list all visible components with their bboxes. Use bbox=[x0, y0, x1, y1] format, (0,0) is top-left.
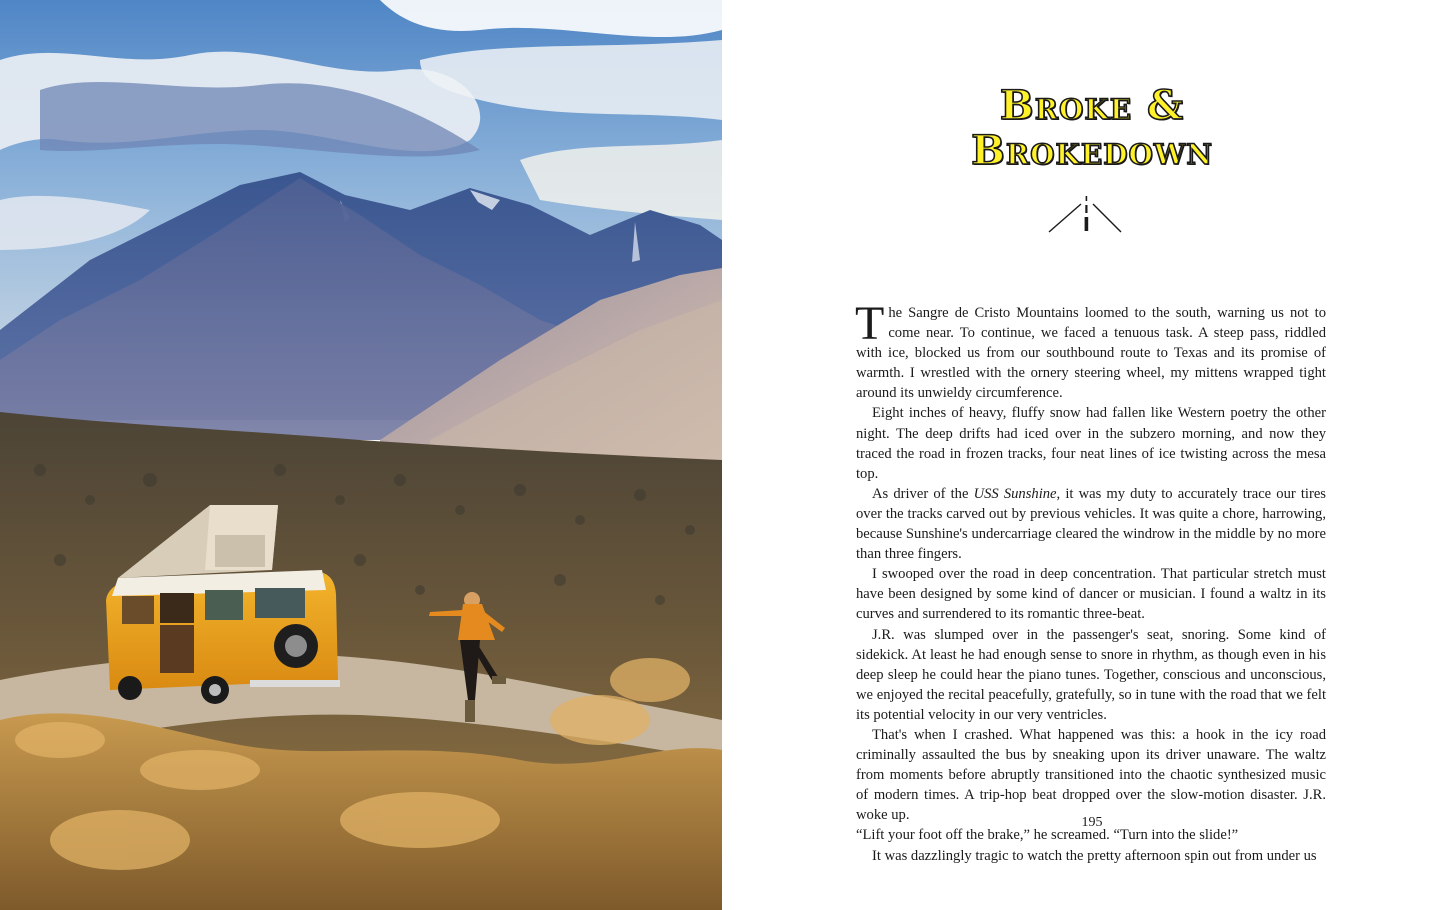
chapter-title-line-1: Broke & bbox=[999, 82, 1185, 129]
text-page bbox=[722, 0, 1445, 910]
page-number: 195 bbox=[1081, 815, 1103, 830]
paragraph-8: It was dazzlingly tragic to watch the pretty afternoon spin out from under us bbox=[872, 847, 1317, 864]
paragraph-5: J.R. was slumped over in the passenger's seat, snoring. Some kind of sidekick. At least he had enough sense to snore in rhythm, as though even in his deep sleep he could hear the piano tunes. Together, conscious and unconscious, we enjoyed the recital peacefully, gratefully, so in tune with the road that we felt its potential velocity in our very ventricles. bbox=[856, 626, 1326, 723]
drop-cap: T bbox=[855, 297, 885, 350]
paragraph-3: As driver of the USS Sunshine, it was my duty to accurately trace our tires over the tracks carved out by previous vehicles. It was quite a chore, harrowing, because Sunshine's undercarriage cleared the windrow in the middle by no more than three fingers. bbox=[856, 485, 1326, 563]
paragraph-6: That's when I crashed. What happened was this: a hook in the icy road criminally assaulted the bus by sneaking upon its driver unaware. The waltz from moments before abruptly transitioned into the chaotic synthesized music of modern times. A trip-hop beat dropped over the slow-motion disaster. J.R. woke up. bbox=[856, 726, 1326, 824]
chapter-title-line-2: Brokedown bbox=[971, 127, 1213, 174]
road-icon bbox=[1047, 194, 1123, 234]
paragraph-2: Eight inches of heavy, fluffy snow had fallen like Western poetry the other night. The deep drifts had iced over in the subzero morning, and now they traced the road in frozen tracks, four neat lines of ice twisting across the mesa top. bbox=[856, 405, 1326, 482]
paragraph-7: “Lift your foot off the brake,” he screamed. “Turn into the slide!” bbox=[856, 827, 1239, 844]
body-text bbox=[855, 297, 1326, 866]
paragraph-4: I swooped over the road in deep concentration. That particular stretch must have been designed by some kind of dancer or musician. I found a waltz in its curves and surrendered to its romantic three-beat. bbox=[856, 566, 1326, 623]
paragraph-1: The Sangre de Cristo Mountains loomed to the south, warning us not to come near. To continue, we faced a tenuous task. A steep pass, riddled with ice, blocked us from our southbound route to Texas and its promise of warmth. I wrestled with the ornery steering wheel, my mittens wrapped tight around its unwieldy circumference. bbox=[855, 297, 1326, 402]
